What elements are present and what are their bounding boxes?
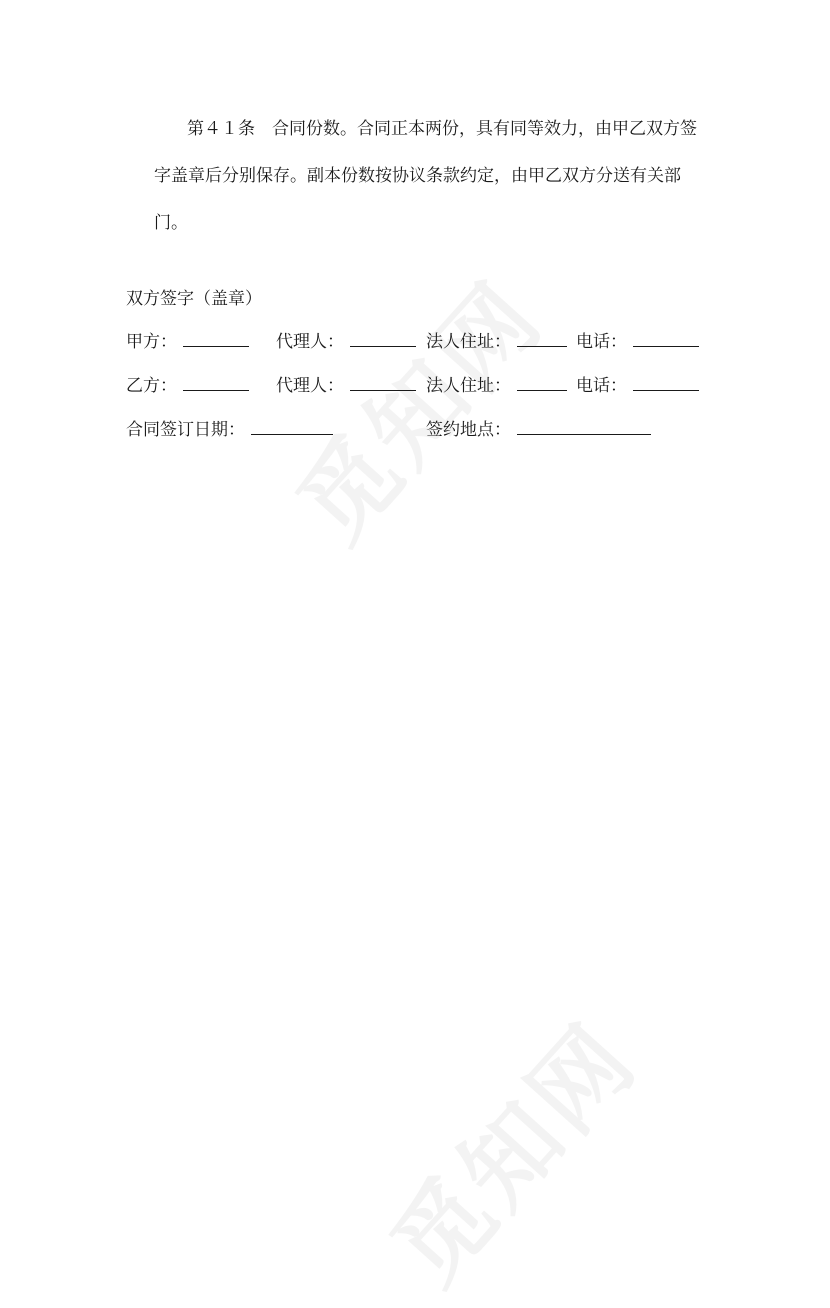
party-a-field xyxy=(126,326,249,357)
party-b-address-label: 法人住址： xyxy=(426,376,511,396)
party-a-row xyxy=(126,326,706,356)
date-place-row xyxy=(126,414,706,444)
sign-place-blank[interactable] xyxy=(517,414,651,435)
party-b-address-blank[interactable] xyxy=(517,370,567,391)
party-b-address-field xyxy=(426,370,567,401)
sign-date-label: 合同签订日期： xyxy=(126,420,245,440)
watermark xyxy=(262,247,569,566)
party-a-agent-label: 代理人： xyxy=(276,332,344,352)
party-b-phone-label: 电话： xyxy=(576,376,627,396)
party-a-phone-blank[interactable] xyxy=(633,326,699,347)
party-a-blank[interactable] xyxy=(183,326,249,347)
party-a-agent-blank[interactable] xyxy=(350,326,416,347)
party-b-agent-label: 代理人： xyxy=(276,376,344,396)
sign-date-blank[interactable] xyxy=(251,414,333,435)
party-b-phone-blank[interactable] xyxy=(633,370,699,391)
article-41-paragraph: 第４１条 合同份数。合同正本两份，具有同等效力，由甲乙双方签字盖章后分别保存。副本份数按协议条款约定，由甲乙双方分送有关部门。 xyxy=(154,119,697,233)
party-b-phone-field xyxy=(576,370,699,401)
signature-section-title: 双方签字（盖章） xyxy=(126,289,262,309)
party-b-label: 乙方： xyxy=(126,376,177,396)
party-b-agent-blank[interactable] xyxy=(350,370,416,391)
party-b-blank[interactable] xyxy=(183,370,249,391)
party-a-agent-field xyxy=(276,326,416,357)
party-a-phone-label: 电话： xyxy=(576,332,627,352)
sign-place-field xyxy=(426,414,651,445)
watermark xyxy=(356,989,663,1308)
party-a-phone-field xyxy=(576,326,699,357)
party-a-address-field xyxy=(426,326,567,357)
party-b-field xyxy=(126,370,249,401)
party-a-address-blank[interactable] xyxy=(517,326,567,347)
party-b-row xyxy=(126,370,706,400)
party-a-label: 甲方： xyxy=(126,332,177,352)
sign-date-field xyxy=(126,414,333,445)
sign-place-label: 签约地点： xyxy=(426,420,511,440)
party-b-agent-field xyxy=(276,370,416,401)
party-a-address-label: 法人住址： xyxy=(426,332,511,352)
